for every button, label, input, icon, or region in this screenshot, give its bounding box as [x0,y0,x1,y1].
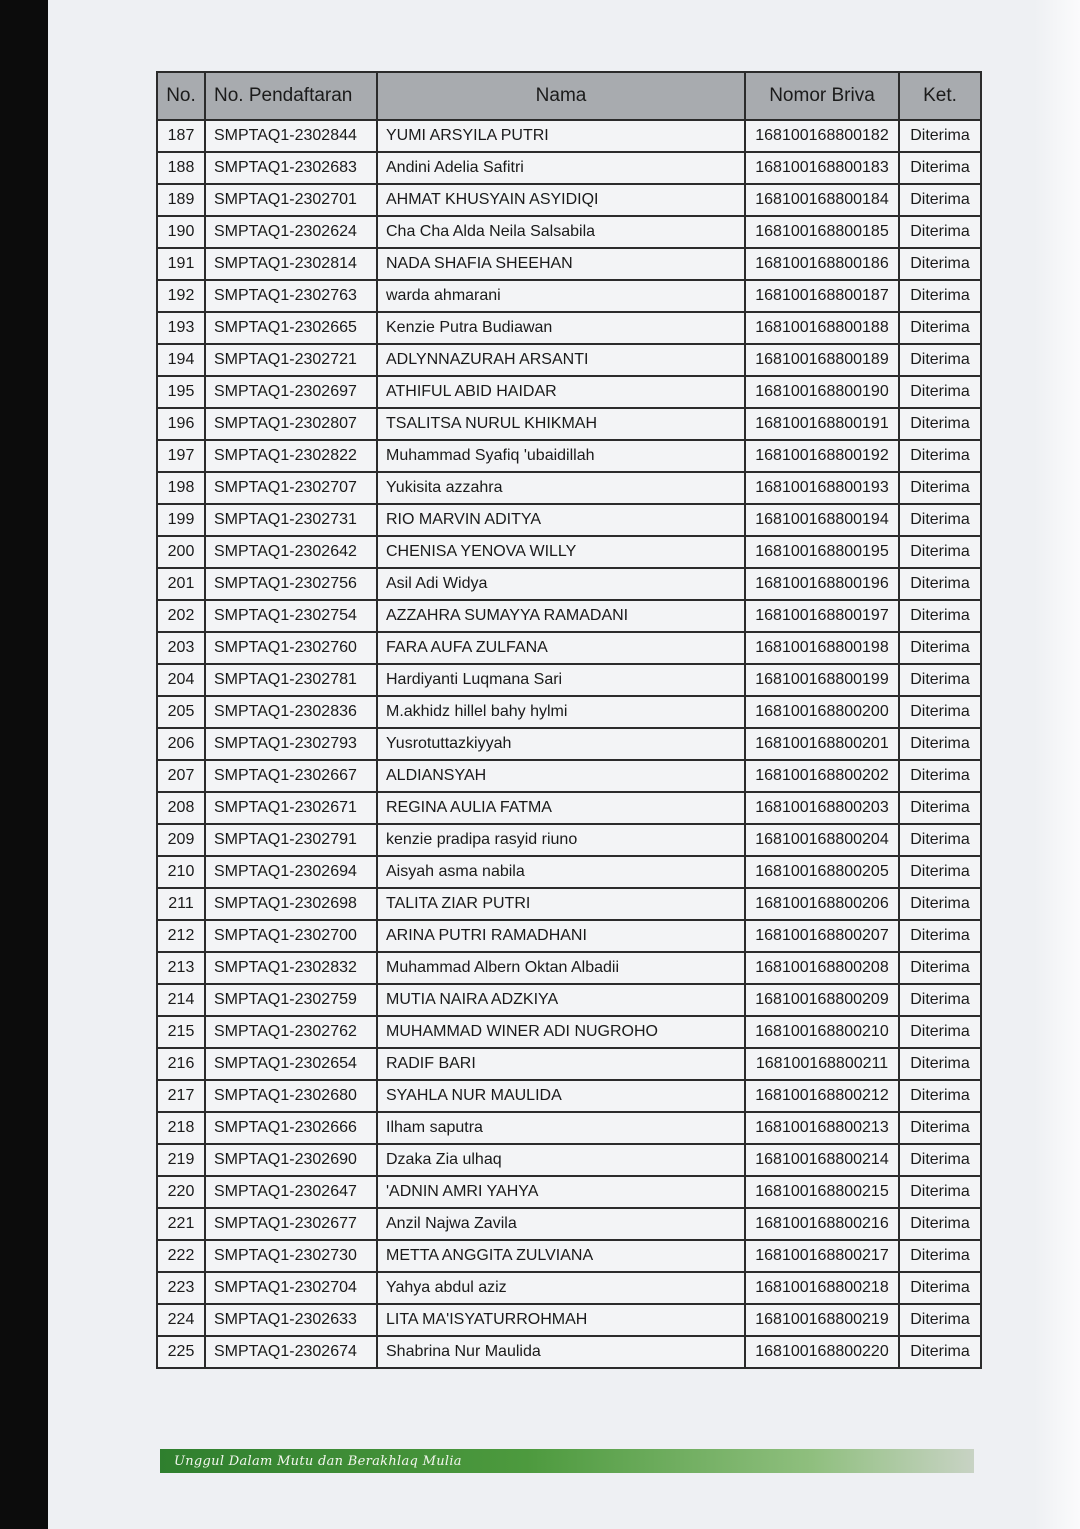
row-number: 221 [157,1208,205,1240]
registration-number: SMPTAQ1-2302683 [205,152,377,184]
briva-number: 168100168800193 [745,472,899,504]
briva-number: 168100168800198 [745,632,899,664]
header-name: Nama [377,72,745,120]
briva-number: 168100168800201 [745,728,899,760]
table-row [157,408,981,440]
header-briva-number: Nomor Briva [745,72,899,120]
table-row [157,568,981,600]
row-number: 199 [157,504,205,536]
row-number: 209 [157,824,205,856]
student-name: MUHAMMAD WINER ADI NUGROHO [377,1016,745,1048]
registration-number: SMPTAQ1-2302807 [205,408,377,440]
status: Diterima [899,1016,981,1048]
student-name: AHMAT KHUSYAIN ASYIDIQI [377,184,745,216]
row-number: 204 [157,664,205,696]
row-number: 213 [157,952,205,984]
status: Diterima [899,536,981,568]
student-name: M.akhidz hillel bahy hylmi [377,696,745,728]
row-number: 193 [157,312,205,344]
row-number: 219 [157,1144,205,1176]
registration-number: SMPTAQ1-2302680 [205,1080,377,1112]
table-row [157,120,981,152]
status: Diterima [899,1272,981,1304]
registration-number: SMPTAQ1-2302793 [205,728,377,760]
table-row [157,440,981,472]
status: Diterima [899,824,981,856]
registration-number: SMPTAQ1-2302701 [205,184,377,216]
student-name: TSALITSA NURUL KHIKMAH [377,408,745,440]
student-name: kenzie pradipa rasyid riuno [377,824,745,856]
table-row [157,792,981,824]
table-row [157,312,981,344]
registration-number: SMPTAQ1-2302690 [205,1144,377,1176]
briva-number: 168100168800219 [745,1304,899,1336]
registration-table [156,71,982,1369]
table-row [157,248,981,280]
status: Diterima [899,600,981,632]
student-name: ARINA PUTRI RAMADHANI [377,920,745,952]
table-row [157,1176,981,1208]
table-row [157,152,981,184]
table-row [157,280,981,312]
student-name: FARA AUFA ZULFANA [377,632,745,664]
status: Diterima [899,728,981,760]
registration-number: SMPTAQ1-2302704 [205,1272,377,1304]
row-number: 196 [157,408,205,440]
table-row [157,376,981,408]
briva-number: 168100168800184 [745,184,899,216]
row-number: 214 [157,984,205,1016]
status: Diterima [899,1080,981,1112]
briva-number: 168100168800208 [745,952,899,984]
table-header-row [157,72,981,120]
registration-number: SMPTAQ1-2302667 [205,760,377,792]
briva-number: 168100168800218 [745,1272,899,1304]
row-number: 192 [157,280,205,312]
student-name: TALITA ZIAR PUTRI [377,888,745,920]
briva-number: 168100168800215 [745,1176,899,1208]
registration-number: SMPTAQ1-2302700 [205,920,377,952]
student-name: Shabrina Nur Maulida [377,1336,745,1368]
header-status: Ket. [899,72,981,120]
registration-number: SMPTAQ1-2302791 [205,824,377,856]
student-name: Yahya abdul aziz [377,1272,745,1304]
status: Diterima [899,344,981,376]
briva-number: 168100168800212 [745,1080,899,1112]
row-number: 218 [157,1112,205,1144]
student-name: Yusrotuttazkiyyah [377,728,745,760]
table-row [157,1112,981,1144]
status: Diterima [899,664,981,696]
table-row [157,760,981,792]
student-name: REGINA AULIA FATMA [377,792,745,824]
table-row [157,696,981,728]
status: Diterima [899,1144,981,1176]
student-name: warda ahmarani [377,280,745,312]
status: Diterima [899,984,981,1016]
registration-number: SMPTAQ1-2302698 [205,888,377,920]
status: Diterima [899,440,981,472]
table-row [157,472,981,504]
status: Diterima [899,1240,981,1272]
status: Diterima [899,1048,981,1080]
registration-number: SMPTAQ1-2302654 [205,1048,377,1080]
registration-number: SMPTAQ1-2302642 [205,536,377,568]
table-row [157,1080,981,1112]
registration-number: SMPTAQ1-2302781 [205,664,377,696]
table-row [157,1048,981,1080]
row-number: 217 [157,1080,205,1112]
briva-number: 168100168800197 [745,600,899,632]
status: Diterima [899,280,981,312]
table-row [157,1144,981,1176]
registration-number: SMPTAQ1-2302624 [205,216,377,248]
status: Diterima [899,856,981,888]
status: Diterima [899,696,981,728]
row-number: 211 [157,888,205,920]
briva-number: 168100168800194 [745,504,899,536]
table-row [157,344,981,376]
status: Diterima [899,120,981,152]
briva-number: 168100168800199 [745,664,899,696]
table-row [157,856,981,888]
row-number: 187 [157,120,205,152]
status: Diterima [899,216,981,248]
student-name: Dzaka Zia ulhaq [377,1144,745,1176]
status: Diterima [899,312,981,344]
status: Diterima [899,184,981,216]
status: Diterima [899,152,981,184]
row-number: 216 [157,1048,205,1080]
student-name: MUTIA NAIRA ADZKIYA [377,984,745,1016]
table-row [157,824,981,856]
student-name: Kenzie Putra Budiawan [377,312,745,344]
row-number: 197 [157,440,205,472]
row-number: 224 [157,1304,205,1336]
table-row [157,728,981,760]
registration-number: SMPTAQ1-2302762 [205,1016,377,1048]
briva-number: 168100168800200 [745,696,899,728]
student-name: Hardiyanti Luqmana Sari [377,664,745,696]
briva-number: 168100168800202 [745,760,899,792]
registration-number: SMPTAQ1-2302763 [205,280,377,312]
briva-number: 168100168800214 [745,1144,899,1176]
registration-number: SMPTAQ1-2302665 [205,312,377,344]
row-number: 205 [157,696,205,728]
registration-number: SMPTAQ1-2302814 [205,248,377,280]
row-number: 207 [157,760,205,792]
row-number: 188 [157,152,205,184]
briva-number: 168100168800188 [745,312,899,344]
briva-number: 168100168800210 [745,1016,899,1048]
briva-number: 168100168800192 [745,440,899,472]
student-name: ALDIANSYAH [377,760,745,792]
registration-number: SMPTAQ1-2302697 [205,376,377,408]
status: Diterima [899,888,981,920]
table-row [157,632,981,664]
status: Diterima [899,1208,981,1240]
row-number: 212 [157,920,205,952]
briva-number: 168100168800185 [745,216,899,248]
row-number: 194 [157,344,205,376]
student-name: RADIF BARI [377,1048,745,1080]
status: Diterima [899,952,981,984]
row-number: 200 [157,536,205,568]
row-number: 206 [157,728,205,760]
row-number: 215 [157,1016,205,1048]
registration-number: SMPTAQ1-2302730 [205,1240,377,1272]
student-name: Cha Cha Alda Neila Salsabila [377,216,745,248]
status: Diterima [899,472,981,504]
row-number: 203 [157,632,205,664]
table-row [157,1016,981,1048]
row-number: 190 [157,216,205,248]
table-row [157,536,981,568]
row-number: 202 [157,600,205,632]
status: Diterima [899,408,981,440]
briva-number: 168100168800190 [745,376,899,408]
registration-number: SMPTAQ1-2302677 [205,1208,377,1240]
briva-number: 168100168800220 [745,1336,899,1368]
briva-number: 168100168800187 [745,280,899,312]
briva-number: 168100168800191 [745,408,899,440]
row-number: 208 [157,792,205,824]
briva-number: 168100168800182 [745,120,899,152]
status: Diterima [899,1112,981,1144]
table-row [157,1336,981,1368]
row-number: 191 [157,248,205,280]
row-number: 222 [157,1240,205,1272]
table-row [157,952,981,984]
registration-number: SMPTAQ1-2302731 [205,504,377,536]
briva-number: 168100168800196 [745,568,899,600]
briva-number: 168100168800204 [745,824,899,856]
registration-number: SMPTAQ1-2302822 [205,440,377,472]
table-row [157,664,981,696]
student-name: CHENISA YENOVA WILLY [377,536,745,568]
table-row [157,600,981,632]
briva-number: 168100168800205 [745,856,899,888]
table-row [157,1208,981,1240]
registration-number: SMPTAQ1-2302759 [205,984,377,1016]
scan-left-edge [0,0,48,1529]
registration-number: SMPTAQ1-2302707 [205,472,377,504]
table-row [157,216,981,248]
student-name: NADA SHAFIA SHEEHAN [377,248,745,280]
table-row [157,888,981,920]
row-number: 198 [157,472,205,504]
registration-number: SMPTAQ1-2302666 [205,1112,377,1144]
student-name: Muhammad Syafiq 'ubaidillah [377,440,745,472]
registration-number: SMPTAQ1-2302674 [205,1336,377,1368]
briva-number: 168100168800211 [745,1048,899,1080]
table-row [157,920,981,952]
briva-number: 168100168800207 [745,920,899,952]
student-name: ATHIFUL ABID HAIDAR [377,376,745,408]
briva-number: 168100168800213 [745,1112,899,1144]
student-name: YUMI ARSYILA PUTRI [377,120,745,152]
student-name: SYAHLA NUR MAULIDA [377,1080,745,1112]
student-name: LITA MA'ISYATURROHMAH [377,1304,745,1336]
status: Diterima [899,920,981,952]
registration-number: SMPTAQ1-2302694 [205,856,377,888]
status: Diterima [899,760,981,792]
registration-number: SMPTAQ1-2302832 [205,952,377,984]
briva-number: 168100168800206 [745,888,899,920]
status: Diterima [899,376,981,408]
status: Diterima [899,1336,981,1368]
status: Diterima [899,1304,981,1336]
header-no: No. [157,72,205,120]
status: Diterima [899,568,981,600]
briva-number: 168100168800216 [745,1208,899,1240]
briva-number: 168100168800217 [745,1240,899,1272]
scan-right-edge [1034,0,1080,1529]
student-name: METTA ANGGITA ZULVIANA [377,1240,745,1272]
row-number: 210 [157,856,205,888]
student-name: Yukisita azzahra [377,472,745,504]
footer-motto: Unggul Dalam Mutu dan Berakhlaq Mulia [174,1453,462,1469]
table-row [157,504,981,536]
registration-number: SMPTAQ1-2302671 [205,792,377,824]
status: Diterima [899,504,981,536]
student-name: Asil Adi Widya [377,568,745,600]
registration-number: SMPTAQ1-2302760 [205,632,377,664]
registration-number: SMPTAQ1-2302721 [205,344,377,376]
table-row [157,984,981,1016]
student-name: Andini Adelia Safitri [377,152,745,184]
student-name: Ilham saputra [377,1112,745,1144]
row-number: 201 [157,568,205,600]
student-name: RIO MARVIN ADITYA [377,504,745,536]
status: Diterima [899,632,981,664]
briva-number: 168100168800203 [745,792,899,824]
student-name: Aisyah asma nabila [377,856,745,888]
status: Diterima [899,792,981,824]
row-number: 223 [157,1272,205,1304]
briva-number: 168100168800183 [745,152,899,184]
row-number: 195 [157,376,205,408]
footer-motto-bar [160,1449,974,1473]
briva-number: 168100168800189 [745,344,899,376]
registration-number: SMPTAQ1-2302633 [205,1304,377,1336]
row-number: 189 [157,184,205,216]
student-name: 'ADNIN AMRI YAHYA [377,1176,745,1208]
student-name: ADLYNNAZURAH ARSANTI [377,344,745,376]
row-number: 220 [157,1176,205,1208]
registration-number: SMPTAQ1-2302836 [205,696,377,728]
student-name: AZZAHRA SUMAYYA RAMADANI [377,600,745,632]
briva-number: 168100168800209 [745,984,899,1016]
briva-number: 168100168800195 [745,536,899,568]
table-row [157,1240,981,1272]
briva-number: 168100168800186 [745,248,899,280]
registration-number: SMPTAQ1-2302754 [205,600,377,632]
student-name: Muhammad Albern Oktan Albadii [377,952,745,984]
header-registration-number: No. Pendaftaran [205,72,377,120]
student-name: Anzil Najwa Zavila [377,1208,745,1240]
registration-number: SMPTAQ1-2302647 [205,1176,377,1208]
registration-number: SMPTAQ1-2302844 [205,120,377,152]
status: Diterima [899,1176,981,1208]
table-row [157,184,981,216]
row-number: 225 [157,1336,205,1368]
status: Diterima [899,248,981,280]
registration-number: SMPTAQ1-2302756 [205,568,377,600]
table-row [157,1304,981,1336]
table-row [157,1272,981,1304]
